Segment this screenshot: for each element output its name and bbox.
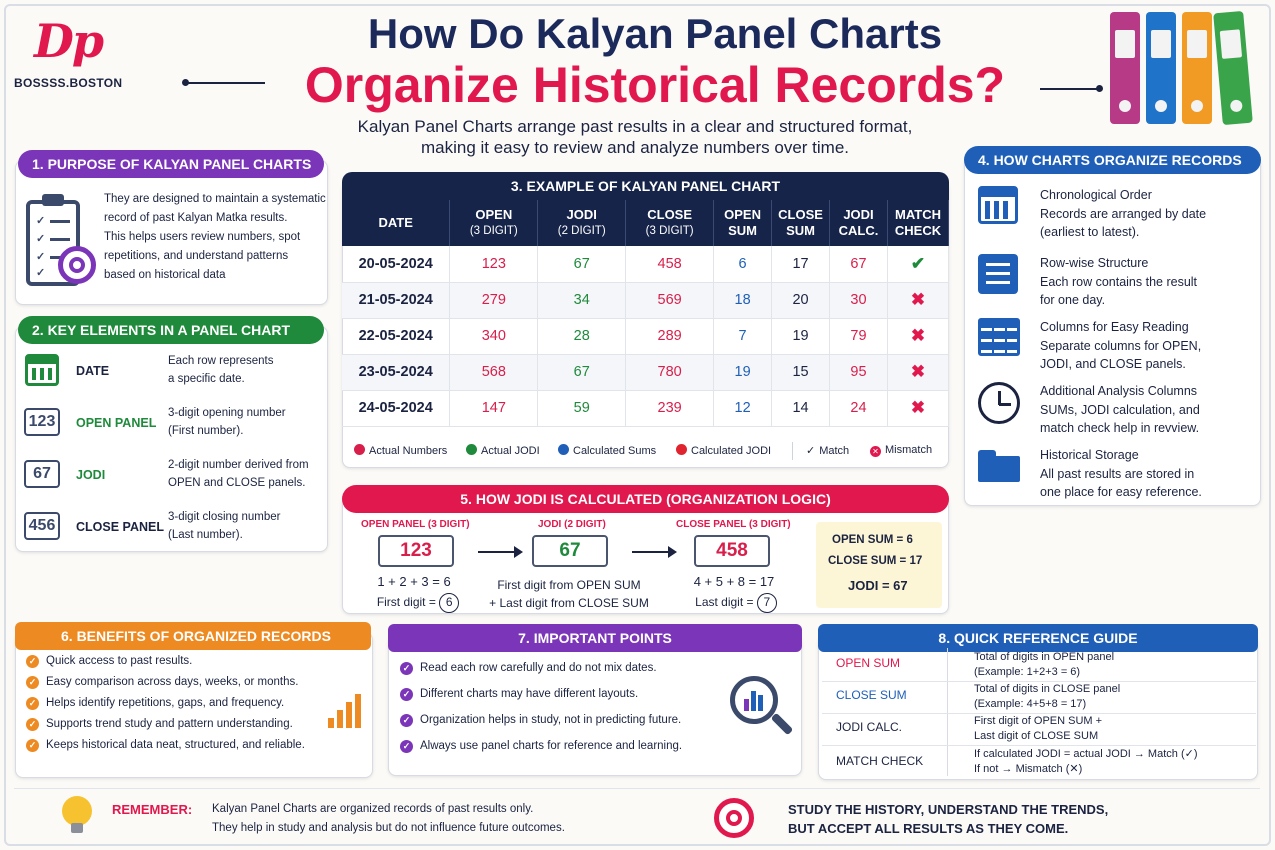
calendar-icon	[25, 354, 59, 386]
binder-icon	[1146, 12, 1176, 124]
table-cell-match: ✖	[887, 318, 948, 354]
table-cell-date: 20-05-2024	[342, 246, 450, 282]
target-icon	[58, 246, 96, 284]
clock-icon	[978, 382, 1020, 424]
table-header-row	[342, 200, 949, 246]
table-cell-open: 340	[450, 318, 538, 354]
summary-open-sum: OPEN SUM = 6	[832, 534, 913, 546]
table-row	[342, 354, 949, 390]
purpose-line: repetitions, and understand patterns	[104, 250, 289, 262]
table-cell-open: 147	[450, 390, 538, 426]
check-icon: ✓	[806, 445, 816, 457]
table-cell-match: ✖	[887, 354, 948, 390]
brand-name: BOSSSS.BOSTON	[14, 76, 123, 90]
table-cell-close: 780	[626, 354, 714, 390]
open-panel-box: 123	[378, 535, 454, 567]
table-header: OPEN (3 DIGIT)	[450, 200, 538, 246]
purpose-line: based on historical data	[104, 269, 226, 281]
point-item: ✓ Different charts may have different layouts.	[420, 688, 638, 700]
table-cell-close-sum: 15	[772, 354, 830, 390]
reference-row	[822, 746, 1256, 778]
table-cell-jodi-calc: 24	[830, 390, 888, 426]
key-element-box: 123	[24, 408, 60, 436]
jodi-explanation: First digit from OPEN SUM + Last digit from CLOSE SUM	[489, 578, 649, 610]
panel-purpose-title: 1. PURPOSE OF KALYAN PANEL CHARTS	[18, 150, 324, 178]
table-cell-close: 569	[626, 282, 714, 318]
panel-jodi-calc-title: 5. HOW JODI IS CALCULATED (ORGANIZATION LOGIC)	[342, 485, 949, 513]
table-cell-match: ✖	[887, 390, 948, 426]
close-panel-box: 458	[694, 535, 770, 567]
point-item: ✓ Organization helps in study, not in predicting future.	[420, 714, 681, 726]
key-element-desc: 3-digit opening number (First number).	[168, 407, 286, 437]
reference-row	[822, 682, 1256, 714]
reference-row	[822, 648, 1256, 682]
table-cell-jodi-calc: 67	[830, 246, 888, 282]
organize-text: Historical Storage All past results are stored in one place for easy reference.	[1040, 448, 1202, 499]
table-row	[342, 246, 949, 282]
table-cell-close-sum: 14	[772, 390, 830, 426]
table-cell-open-sum: 7	[714, 318, 772, 354]
binder-icon	[1110, 12, 1140, 124]
table-cell-jodi: 67	[538, 354, 626, 390]
reference-value: First digit of OPEN SUM + Last digit of CLOSE SUM	[974, 715, 1103, 742]
table-header: OPEN SUM	[714, 200, 772, 246]
table-cell-date: 22-05-2024	[342, 318, 450, 354]
key-element-desc: Each row represents a specific date.	[168, 355, 274, 385]
cross-icon: ✕	[870, 446, 881, 457]
table-row	[342, 282, 949, 318]
table-cell-close-sum: 20	[772, 282, 830, 318]
legend-item: ✕ Mismatch	[870, 444, 932, 457]
purpose-line: record of past Kalyan Matka results.	[104, 212, 288, 224]
lightbulb-icon	[62, 796, 92, 826]
open-panel-label: OPEN PANEL (3 DIGIT)	[361, 519, 470, 530]
reference-key: JODI CALC.	[836, 720, 903, 734]
open-first-digit: First digit = 6	[356, 593, 480, 613]
arrow-icon	[632, 551, 672, 553]
target-icon	[714, 798, 754, 838]
legend-item: Actual Numbers	[354, 444, 447, 457]
panel-important-points-title: 7. IMPORTANT POINTS	[388, 624, 802, 652]
reference-key: MATCH CHECK	[836, 754, 924, 768]
title-line-1: How Do Kalyan Panel Charts	[367, 10, 943, 57]
table-cell-close-sum: 17	[772, 246, 830, 282]
table-cell-jodi-calc: 95	[830, 354, 888, 390]
calendar-icon	[978, 186, 1018, 224]
table-cell-date: 24-05-2024	[342, 390, 450, 426]
jodi-box: 67	[532, 535, 608, 567]
folder-icon	[978, 446, 1020, 482]
panel-how-organize-title: 4. HOW CHARTS ORGANIZE RECORDS	[964, 146, 1261, 174]
legend-item: Calculated JODI	[676, 444, 771, 457]
table-header: JODI (2 DIGIT)	[538, 200, 626, 246]
reference-key: CLOSE SUM	[836, 688, 907, 702]
panel-chart-table	[342, 200, 949, 427]
table-cell-date: 23-05-2024	[342, 354, 450, 390]
title-line-2: Organize Historical Records?	[304, 57, 1006, 113]
arrow-icon	[478, 551, 518, 553]
table-header: MATCH CHECK	[887, 200, 948, 246]
close-sum-equation: 4 + 5 + 8 = 17	[693, 574, 775, 589]
organize-text: Additional Analysis Columns SUMs, JODI calculation, and match check help in revview.	[1040, 384, 1200, 435]
subtitle	[260, 116, 1010, 158]
table-cell-jodi-calc: 79	[830, 318, 888, 354]
legend-item: Actual JODI	[466, 444, 540, 457]
purpose-line: This helps users review numbers, spot	[104, 231, 301, 243]
organize-text: Row-wise Structure Each row contains the result for one day.	[1040, 256, 1198, 307]
growth-chart-icon	[324, 684, 364, 728]
key-element-label: OPEN PANEL	[76, 416, 157, 430]
table-cell-open-sum: 6	[714, 246, 772, 282]
table-row	[342, 390, 949, 426]
table-header: CLOSE SUM	[772, 200, 830, 246]
key-element-label: JODI	[76, 468, 106, 482]
benefit-item: ✓ Helps identify repetitions, gaps, and frequency.	[46, 697, 284, 709]
table-cell-jodi: 67	[538, 246, 626, 282]
slogan: STUDY THE HISTORY, UNDERSTAND THE TRENDS, BUT ACCEPT ALL RESULTS AS THEY COME.	[788, 802, 1109, 836]
table-cell-close: 239	[626, 390, 714, 426]
close-panel-label: CLOSE PANEL (3 DIGIT)	[676, 519, 791, 530]
open-sum-equation: 1 + 2 + 3 = 6	[377, 574, 451, 589]
table-cell-jodi-calc: 30	[830, 282, 888, 318]
table-cell-jodi: 59	[538, 390, 626, 426]
panel-quick-reference-title: 8. QUICK REFERENCE GUIDE	[818, 624, 1258, 652]
benefit-item: ✓ Quick access to past results.	[46, 655, 192, 667]
table-cell-close-sum: 19	[772, 318, 830, 354]
table-cell-open-sum: 18	[714, 282, 772, 318]
benefit-item: ✓ Supports trend study and pattern understanding.	[46, 718, 293, 730]
key-element-desc: 3-digit closing number (Last number).	[168, 511, 281, 541]
organize-text: Chronological Order Records are arranged by date (earliest to latest).	[1040, 188, 1207, 239]
summary-jodi: JODI = 67	[848, 578, 908, 593]
reference-row	[822, 714, 1256, 746]
binder-icon	[1182, 12, 1212, 124]
table-cell-close: 289	[626, 318, 714, 354]
table-cell-jodi: 28	[538, 318, 626, 354]
jodi-label: JODI (2 DIGIT)	[538, 519, 606, 530]
purpose-text	[104, 190, 326, 285]
list-icon	[978, 254, 1018, 294]
table-cell-open: 568	[450, 354, 538, 390]
table-cell-open: 123	[450, 246, 538, 282]
legend-item: ✓ Match	[806, 445, 850, 457]
remember-label: REMEMBER:	[112, 802, 193, 817]
table-row	[342, 318, 949, 354]
table-cell-close: 458	[626, 246, 714, 282]
reference-value: Total of digits in OPEN panel (Example: 1+2+3 = 6)	[974, 651, 1115, 678]
subtitle-line-1: Kalyan Panel Charts arrange past results in a clear and structured format,	[357, 117, 913, 136]
benefit-item: ✓ Easy comparison across days, weeks, or months.	[46, 676, 298, 688]
table-cell-match: ✔	[887, 246, 948, 282]
key-element-box: 456	[24, 512, 60, 540]
summary-close-sum: CLOSE SUM = 17	[828, 555, 923, 567]
remember-text: Kalyan Panel Charts are organized records of past results only. They help in study and analysis but do not influence future outcomes.	[212, 803, 565, 834]
purpose-line: They are designed to maintain a systematic	[104, 193, 326, 205]
subtitle-line-2: making it easy to review and analyze numbers over time.	[420, 138, 850, 157]
logo: Dp	[34, 14, 103, 68]
reference-value: Total of digits in CLOSE panel (Example: 4+5+8 = 17)	[974, 683, 1121, 710]
table-cell-date: 21-05-2024	[342, 282, 450, 318]
table-cell-open-sum: 19	[714, 354, 772, 390]
panel-benefits-title: 6. BENEFITS OF ORGANIZED RECORDS	[15, 622, 371, 650]
key-element-desc: 2-digit number derived from OPEN and CLOSE panels.	[168, 459, 309, 489]
table-header: CLOSE (3 DIGIT)	[626, 200, 714, 246]
table-header: JODI CALC.	[830, 200, 888, 246]
point-item: ✓ Always use panel charts for reference and learning.	[420, 740, 682, 752]
table-cell-match: ✖	[887, 282, 948, 318]
clipboard-icon: ✓ ✓ ✓ ✓	[26, 200, 80, 286]
reference-key: OPEN SUM	[836, 656, 901, 670]
table-icon	[978, 318, 1020, 356]
close-last-digit: Last digit = 7	[674, 593, 798, 613]
legend-item: Calculated Sums	[558, 444, 656, 457]
reference-value: If calculated JODI = actual JODI → Match (✓) If not → Mismatch (✕)	[974, 748, 1198, 775]
key-element-label: DATE	[76, 364, 110, 378]
benefit-item: ✓ Keeps historical data neat, structured, and reliable.	[46, 739, 305, 751]
point-item: ✓ Read each row carefully and do not mix dates.	[420, 662, 657, 674]
table-cell-open: 279	[450, 282, 538, 318]
key-element-box: 67	[24, 460, 60, 488]
panel-example-chart-title: 3. EXAMPLE OF KALYAN PANEL CHART	[342, 172, 949, 200]
table-header: DATE	[342, 200, 450, 246]
table-cell-jodi: 34	[538, 282, 626, 318]
key-element-label: CLOSE PANEL	[76, 520, 164, 534]
table-cell-open-sum: 12	[714, 390, 772, 426]
organize-text: Columns for Easy Reading Separate columns for OPEN, JODI, and CLOSE panels.	[1040, 320, 1202, 371]
jodi-summary-box	[816, 522, 942, 608]
panel-key-elements-title: 2. KEY ELEMENTS IN A PANEL CHART	[18, 316, 324, 344]
